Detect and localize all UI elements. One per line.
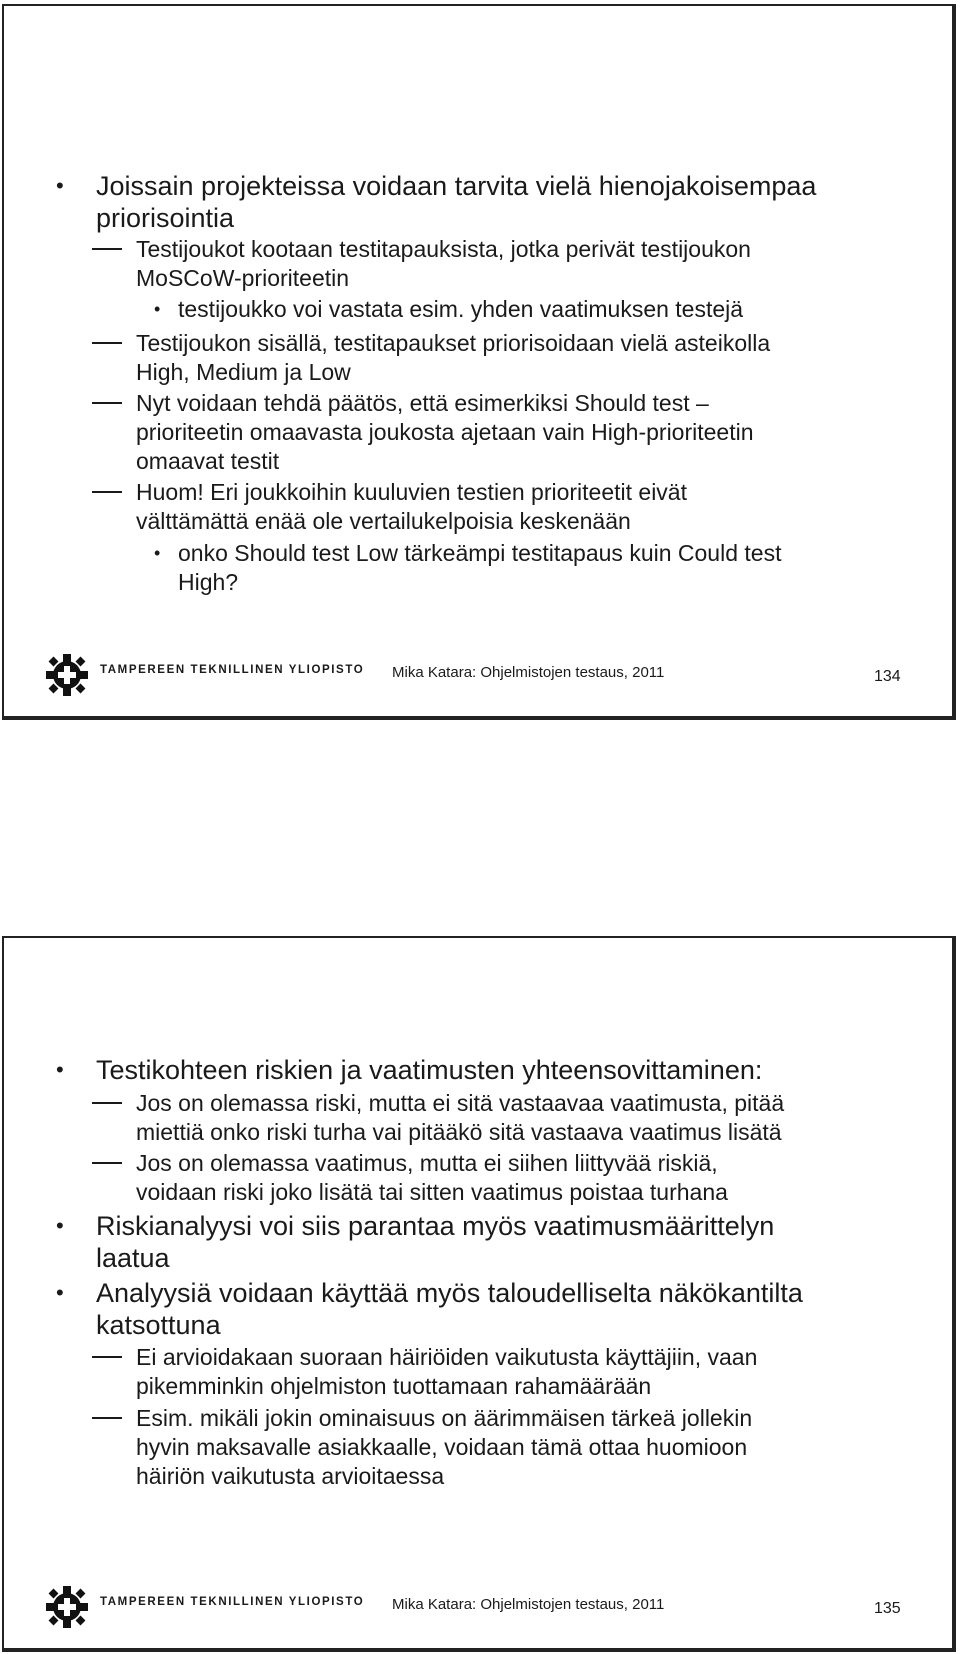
slide-footer bbox=[4, 1578, 952, 1634]
bullet-text: Jos on olemassa riski, mutta ei sitä vastaavaa vaatimusta, pitää bbox=[136, 1090, 785, 1116]
sub-bullet-item bbox=[136, 235, 751, 293]
bullet-text: Analyysiä voidaan käyttää myös taloudelliselta näkökantilta bbox=[96, 1278, 803, 1308]
university-logo-icon bbox=[44, 1584, 90, 1630]
bullet-text: MoSCoW-prioriteetin bbox=[136, 265, 350, 291]
bullet-text: Testikohteen riskien ja vaatimusten yhteensovittaminen: bbox=[96, 1055, 763, 1085]
bullet-text: prioriteetin omaavasta joukosta ajetaan vain High-prioriteetin bbox=[136, 419, 754, 445]
bullet-text: Jos on olemassa vaatimus, mutta ei siihen liittyvää riskiä, bbox=[136, 1150, 718, 1176]
bullet-item bbox=[56, 170, 817, 234]
bullet-dot-icon: • bbox=[154, 299, 161, 319]
university-name: TAMPEREEN TEKNILLINEN YLIOPISTO bbox=[100, 1596, 365, 1608]
page-number: 135 bbox=[874, 1600, 901, 1617]
sub-bullet-item bbox=[136, 1343, 757, 1401]
bullet-dot-icon: • bbox=[154, 543, 161, 563]
dash-marker-icon bbox=[92, 491, 122, 493]
bullet-text: Nyt voidaan tehdä päätös, että esimerkiksi Should test – bbox=[136, 390, 709, 416]
slide-footer bbox=[4, 646, 952, 702]
university-logo-icon bbox=[44, 652, 90, 698]
sub-sub-bullet-item bbox=[154, 539, 782, 597]
dash-marker-icon bbox=[92, 1356, 122, 1358]
bullet-text: hyvin maksavalle asiakkaalle, voidaan tämä ottaa huomioon bbox=[136, 1434, 748, 1460]
university-name: TAMPEREEN TEKNILLINEN YLIOPISTO bbox=[100, 664, 365, 676]
bullet-text: Testijoukon sisällä, testitapaukset priorisoidaan vielä asteikolla bbox=[136, 330, 771, 356]
bullet-text: katsottuna bbox=[96, 1310, 221, 1340]
dash-marker-icon bbox=[92, 248, 122, 250]
bullet-text: miettiä onko riski turha vai pitääkö sitä vastaava vaatimus lisätä bbox=[136, 1119, 782, 1145]
sub-sub-bullet-item bbox=[154, 295, 744, 324]
bullet-dot-icon: • bbox=[56, 1213, 64, 1238]
sub-bullet-item bbox=[136, 1149, 728, 1207]
bullet-text: High? bbox=[178, 569, 239, 595]
sub-bullet-item bbox=[136, 1404, 752, 1491]
bullet-text: High, Medium ja Low bbox=[136, 359, 351, 385]
course-title: Mika Katara: Ohjelmistojen testaus, 2011 bbox=[392, 1596, 665, 1613]
bullet-text: voidaan riski joko lisätä tai sitten vaatimus poistaa turhana bbox=[136, 1179, 728, 1205]
course-title: Mika Katara: Ohjelmistojen testaus, 2011 bbox=[392, 664, 665, 681]
bullet-item bbox=[56, 1277, 803, 1341]
bullet-dot-icon: • bbox=[56, 1057, 64, 1082]
bullet-text: Joissain projekteissa voidaan tarvita vielä hienojakoisempaa bbox=[96, 171, 817, 201]
bullet-text: omaavat testit bbox=[136, 448, 280, 474]
bullet-text: onko Should test Low tärkeämpi testitapaus kuin Could test bbox=[178, 540, 782, 566]
bullet-item bbox=[56, 1054, 763, 1086]
bullet-text: välttämättä enää ole vertailukelpoisia keskenään bbox=[136, 508, 631, 534]
bullet-dot-icon: • bbox=[56, 1280, 64, 1305]
dash-marker-icon bbox=[92, 1102, 122, 1104]
bullet-text: priorisointia bbox=[96, 203, 235, 233]
bullet-text: testijoukko voi vastata esim. yhden vaatimuksen testejä bbox=[178, 296, 744, 322]
bullet-text: häiriön vaikutusta arvioitaessa bbox=[136, 1463, 445, 1489]
dash-marker-icon bbox=[92, 1162, 122, 1164]
slide-134 bbox=[2, 4, 956, 720]
bullet-text: Testijoukot kootaan testitapauksista, jotka perivät testijoukon bbox=[136, 236, 751, 262]
bullet-text: Esim. mikäli jokin ominaisuus on äärimmäisen tärkeä jollekin bbox=[136, 1405, 753, 1431]
page-number: 134 bbox=[874, 668, 901, 685]
sub-bullet-item bbox=[136, 329, 770, 387]
bullet-text: Huom! Eri joukkoihin kuuluvien testien prioriteetit eivät bbox=[136, 479, 687, 505]
bullet-text: pikemminkin ohjelmiston tuottamaan rahamäärään bbox=[136, 1373, 652, 1399]
bullet-text: Riskianalyysi voi siis parantaa myös vaatimusmäärittelyn bbox=[96, 1211, 775, 1241]
bullet-item bbox=[56, 1210, 775, 1274]
bullet-dot-icon: • bbox=[56, 173, 64, 198]
dash-marker-icon bbox=[92, 1417, 122, 1419]
dash-marker-icon bbox=[92, 342, 122, 344]
sub-bullet-item bbox=[136, 389, 754, 476]
dash-marker-icon bbox=[92, 402, 122, 404]
sub-bullet-item bbox=[136, 1089, 784, 1147]
sub-bullet-item bbox=[136, 478, 687, 536]
bullet-text: Ei arvioidakaan suoraan häiriöiden vaikutusta käyttäjiin, vaan bbox=[136, 1344, 758, 1370]
slide-135 bbox=[2, 936, 956, 1652]
bullet-text: laatua bbox=[96, 1243, 170, 1273]
